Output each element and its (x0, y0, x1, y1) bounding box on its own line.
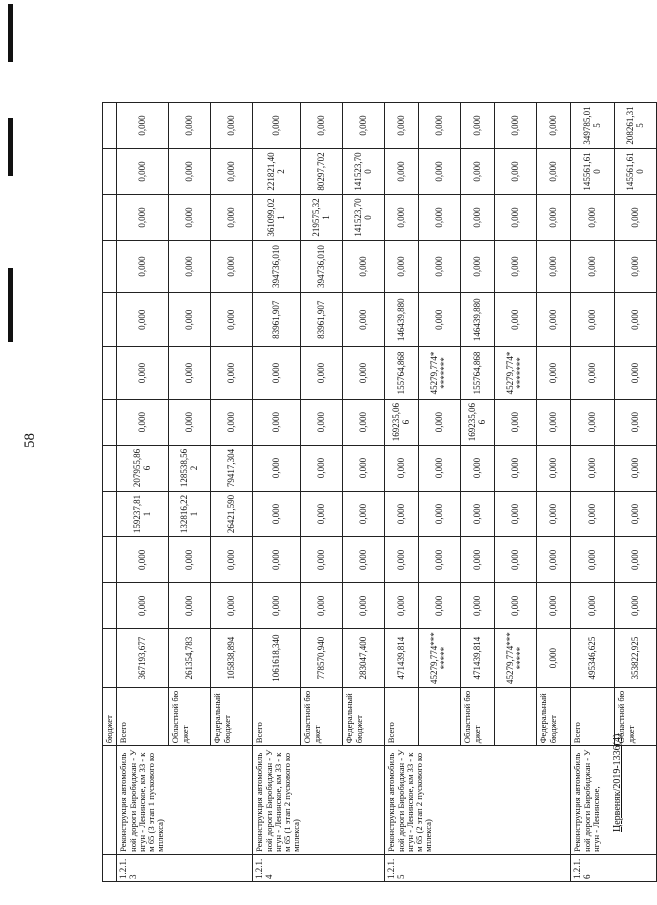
amount-cell: 0,000 (117, 347, 169, 399)
item-code (103, 854, 117, 881)
amount-cell: 0,000 (495, 537, 537, 583)
amount-cell: 0,000 (253, 537, 301, 583)
amount-cell: 0,000 (537, 347, 571, 399)
amount-cell: 0,000 (301, 583, 343, 629)
amount-cell: 0,000 (117, 103, 169, 149)
amount-cell: 0,000 (301, 537, 343, 583)
amount-cell: 0,000 (343, 293, 385, 347)
amount-cell: 132816,221 (169, 491, 211, 537)
amount-cell: 0,000 (461, 240, 495, 292)
amount-cell: 0,000 (615, 491, 657, 537)
amount-cell: 0,000 (537, 149, 571, 195)
amount-cell: 45279,774******** (419, 347, 461, 399)
amount-cell: 146439,880 (385, 293, 419, 347)
funding-source: Областной бюджет (301, 687, 343, 745)
amount-cell: 0,000 (615, 293, 657, 347)
scan-edge-mark (8, 268, 13, 342)
amount-cell: 79417,304 (211, 445, 253, 491)
table-row (571, 103, 615, 882)
amount-cell: 283047,400 (343, 629, 385, 687)
amount-cell: 0,000 (343, 103, 385, 149)
amount-cell: 353822,925 (615, 629, 657, 687)
amount-cell: 0,000 (571, 240, 615, 292)
amount-cell: 0,000 (211, 149, 253, 195)
amount-cell: 0,000 (211, 195, 253, 241)
amount-cell: 155764,868 (461, 347, 495, 399)
amount-cell: 394736,010 (253, 240, 301, 292)
amount-cell: 0,000 (301, 491, 343, 537)
amount-cell: 207955,866 (117, 445, 169, 491)
amount-cell: 0,000 (343, 445, 385, 491)
item-name: Реконструкция автомобильной дороги Биробиджан - Унгун - Ленинское, (571, 746, 657, 855)
item-name: Реконструкция автомобильной дороги Биробиджан - Унгун - Ленинское, км 33 - км 65 (2 этап 2 пускового комплекса) (385, 746, 571, 855)
funding-source (495, 687, 537, 745)
amount-cell: 0,000 (419, 103, 461, 149)
amount-cell: 0,000 (385, 149, 419, 195)
amount-cell: 0,000 (385, 537, 419, 583)
amount-cell: 367193,677 (117, 629, 169, 687)
table-row (385, 103, 419, 882)
amount-cell: 0,000 (495, 240, 537, 292)
amount-cell: 0,000 (169, 347, 211, 399)
amount-cell: 0,000 (495, 491, 537, 537)
amount-cell: 0,000 (461, 103, 495, 149)
amount-cell: 0,000 (419, 491, 461, 537)
amount-cell (103, 399, 117, 445)
amount-cell: 0,000 (211, 293, 253, 347)
amount-cell: 0,000 (253, 445, 301, 491)
item-code: 1.2.1.5 (385, 854, 571, 881)
amount-cell: 0,000 (461, 149, 495, 195)
amount-cell: 0,000 (385, 583, 419, 629)
amount-cell: 0,000 (537, 399, 571, 445)
amount-cell: 0,000 (385, 240, 419, 292)
amount-cell: 0,000 (571, 195, 615, 241)
amount-cell: 45279,774******** (419, 629, 461, 687)
amount-cell: 83961,907 (253, 293, 301, 347)
amount-cell: 0,000 (117, 149, 169, 195)
amount-cell: 80297,702 (301, 149, 343, 195)
amount-cell: 0,000 (615, 240, 657, 292)
amount-cell: 0,000 (301, 399, 343, 445)
amount-cell: 0,000 (571, 537, 615, 583)
item-name (103, 746, 117, 855)
funding-source: Всего (385, 687, 419, 745)
amount-cell (103, 240, 117, 292)
amount-cell: 0,000 (385, 195, 419, 241)
amount-cell: 471439,814 (461, 629, 495, 687)
amount-cell: 0,000 (615, 583, 657, 629)
amount-cell: 0,000 (117, 240, 169, 292)
amount-cell: 0,000 (169, 103, 211, 149)
amount-cell: 0,000 (385, 445, 419, 491)
amount-cell: 0,000 (343, 399, 385, 445)
amount-cell: 0,000 (571, 347, 615, 399)
amount-cell: 0,000 (253, 399, 301, 445)
amount-cell: 0,000 (169, 149, 211, 195)
funding-source (419, 687, 461, 745)
amount-cell: 471439,814 (385, 629, 419, 687)
amount-cell: 0,000 (211, 240, 253, 292)
amount-cell: 26421,590 (211, 491, 253, 537)
table-body (103, 103, 657, 882)
amount-cell: 219575,321 (301, 195, 343, 241)
amount-cell: 45279,774******** (495, 629, 537, 687)
amount-cell: 141523,700 (343, 149, 385, 195)
amount-cell (103, 583, 117, 629)
amount-cell: 0,000 (615, 195, 657, 241)
funding-source: Всего (117, 687, 169, 745)
amount-cell: 349785,015 (571, 103, 615, 149)
item-code: 1.2.1.3 (117, 854, 253, 881)
amount-cell: 0,000 (537, 240, 571, 292)
funding-source: бюджет (103, 687, 117, 745)
funding-source: Областной бюджет (169, 687, 211, 745)
amount-cell: 0,000 (571, 399, 615, 445)
amount-cell: 0,000 (419, 583, 461, 629)
amount-cell: 0,000 (495, 583, 537, 629)
amount-cell: 0,000 (419, 399, 461, 445)
amount-cell: 0,000 (211, 103, 253, 149)
amount-cell: 394736,010 (301, 240, 343, 292)
table-row (117, 103, 169, 882)
amount-cell: 495346,625 (571, 629, 615, 687)
amount-cell: 0,000 (117, 195, 169, 241)
amount-cell: 361099,021 (253, 195, 301, 241)
amount-cell (103, 347, 117, 399)
amount-cell: 208261,315 (615, 103, 657, 149)
amount-cell: 0,000 (419, 537, 461, 583)
amount-cell: 0,000 (117, 293, 169, 347)
scan-edge-mark (8, 4, 13, 62)
amount-cell: 83961,907 (301, 293, 343, 347)
amount-cell: 0,000 (117, 583, 169, 629)
funding-source: Всего (253, 687, 301, 745)
amount-cell: 0,000 (571, 445, 615, 491)
amount-cell (103, 445, 117, 491)
amount-cell: 0,000 (419, 195, 461, 241)
amount-cell: 0,000 (117, 399, 169, 445)
amount-cell: 145561,610 (571, 149, 615, 195)
amount-cell: 0,000 (253, 103, 301, 149)
amount-cell: 0,000 (211, 347, 253, 399)
amount-cell: 0,000 (571, 293, 615, 347)
amount-cell: 0,000 (301, 445, 343, 491)
amount-cell: 0,000 (253, 583, 301, 629)
amount-cell: 141523,700 (343, 195, 385, 241)
table-row (103, 103, 117, 882)
amount-cell: 159237,811 (117, 491, 169, 537)
amount-cell (103, 293, 117, 347)
amount-cell: 0,000 (615, 347, 657, 399)
table-row (253, 103, 301, 882)
amount-cell: 0,000 (461, 537, 495, 583)
amount-cell: 0,000 (301, 103, 343, 149)
amount-cell: 0,000 (537, 195, 571, 241)
amount-cell: 0,000 (343, 491, 385, 537)
amount-cell: 0,000 (537, 293, 571, 347)
amount-cell: 146439,880 (461, 293, 495, 347)
amount-cell: 0,000 (461, 195, 495, 241)
amount-cell: 0,000 (571, 583, 615, 629)
amount-cell: 0,000 (169, 293, 211, 347)
amount-cell: 155764,868 (385, 347, 419, 399)
amount-cell: 1061618,340 (253, 629, 301, 687)
item-code: 1.2.1.6 (571, 854, 657, 881)
amount-cell: 0,000 (537, 537, 571, 583)
amount-cell: 0,000 (169, 583, 211, 629)
amount-cell (103, 629, 117, 687)
funding-source: Федеральный бюджет (537, 687, 571, 745)
funding-source: Областной бюджет (615, 687, 657, 745)
amount-cell (103, 537, 117, 583)
amount-cell: 261354,783 (169, 629, 211, 687)
amount-cell: 0,000 (419, 149, 461, 195)
amount-cell: 0,000 (615, 445, 657, 491)
amount-cell: 0,000 (495, 195, 537, 241)
amount-cell: 45279,774******** (495, 347, 537, 399)
item-name: Реконструкция автомобильной дороги Биробиджан - Унгун - Ленинское, км 33 - км 65 (1 этап 2 пускового комплекса) (253, 746, 385, 855)
amount-cell: 0,000 (419, 293, 461, 347)
amount-cell: 128538,562 (169, 445, 211, 491)
amount-cell: 105838,894 (211, 629, 253, 687)
amount-cell: 169235,066 (385, 399, 419, 445)
amount-cell: 0,000 (343, 537, 385, 583)
funding-source: Областной бюджет (461, 687, 495, 745)
funding-source: Федеральный бюджет (211, 687, 253, 745)
amount-cell: 0,000 (169, 537, 211, 583)
amount-cell: 0,000 (169, 399, 211, 445)
funding-source: Всего (571, 687, 615, 745)
amount-cell: 0,000 (537, 491, 571, 537)
amount-cell (103, 149, 117, 195)
amount-cell: 0,000 (343, 347, 385, 399)
amount-cell: 0,000 (537, 445, 571, 491)
amount-cell: 0,000 (253, 347, 301, 399)
amount-cell: 0,000 (301, 347, 343, 399)
amount-cell: 0,000 (495, 149, 537, 195)
amount-cell: 0,000 (495, 399, 537, 445)
amount-cell: 0,000 (169, 195, 211, 241)
amount-cell: 0,000 (537, 583, 571, 629)
amount-cell: 0,000 (211, 399, 253, 445)
amount-cell: 145561,610 (615, 149, 657, 195)
funding-source: Федеральный бюджет (343, 687, 385, 745)
amount-cell: 0,000 (495, 445, 537, 491)
amount-cell: 169235,066 (461, 399, 495, 445)
rotated-page (102, 102, 645, 882)
item-name: Реконструкция автомобильной дороги Биробиджан - Унгун - Ленинское, км 33 - км 65 (3 этап 1 пускового комплекса) (117, 746, 253, 855)
amount-cell: 0,000 (211, 537, 253, 583)
amount-cell: 0,000 (253, 491, 301, 537)
page-number: 58 (22, 433, 38, 448)
amount-cell: 0,000 (461, 445, 495, 491)
amount-cell (103, 103, 117, 149)
amount-cell: 0,000 (419, 240, 461, 292)
amount-cell: 0,000 (385, 103, 419, 149)
scan-edge-mark (8, 118, 13, 176)
amount-cell: 0,000 (615, 399, 657, 445)
amount-cell: 0,000 (461, 491, 495, 537)
amount-cell: 778570,940 (301, 629, 343, 687)
amount-cell (103, 195, 117, 241)
amount-cell (103, 491, 117, 537)
amount-cell: 0,000 (343, 240, 385, 292)
amount-cell: 221821,402 (253, 149, 301, 195)
amount-cell: 0,000 (419, 445, 461, 491)
amount-cell: 0,000 (537, 103, 571, 149)
amount-cell: 0,000 (495, 293, 537, 347)
amount-cell: 0,000 (211, 583, 253, 629)
amount-cell: 0,000 (385, 491, 419, 537)
amount-cell: 0,000 (537, 629, 571, 687)
amount-cell: 0,000 (117, 537, 169, 583)
document-footer-code: Цервеняк/2019-1336(4) (612, 733, 623, 832)
budget-table (102, 102, 657, 882)
amount-cell: 0,000 (615, 537, 657, 583)
amount-cell: 0,000 (571, 491, 615, 537)
amount-cell: 0,000 (169, 240, 211, 292)
amount-cell: 0,000 (343, 583, 385, 629)
amount-cell: 0,000 (461, 583, 495, 629)
amount-cell: 0,000 (495, 103, 537, 149)
item-code: 1.2.1.4 (253, 854, 385, 881)
